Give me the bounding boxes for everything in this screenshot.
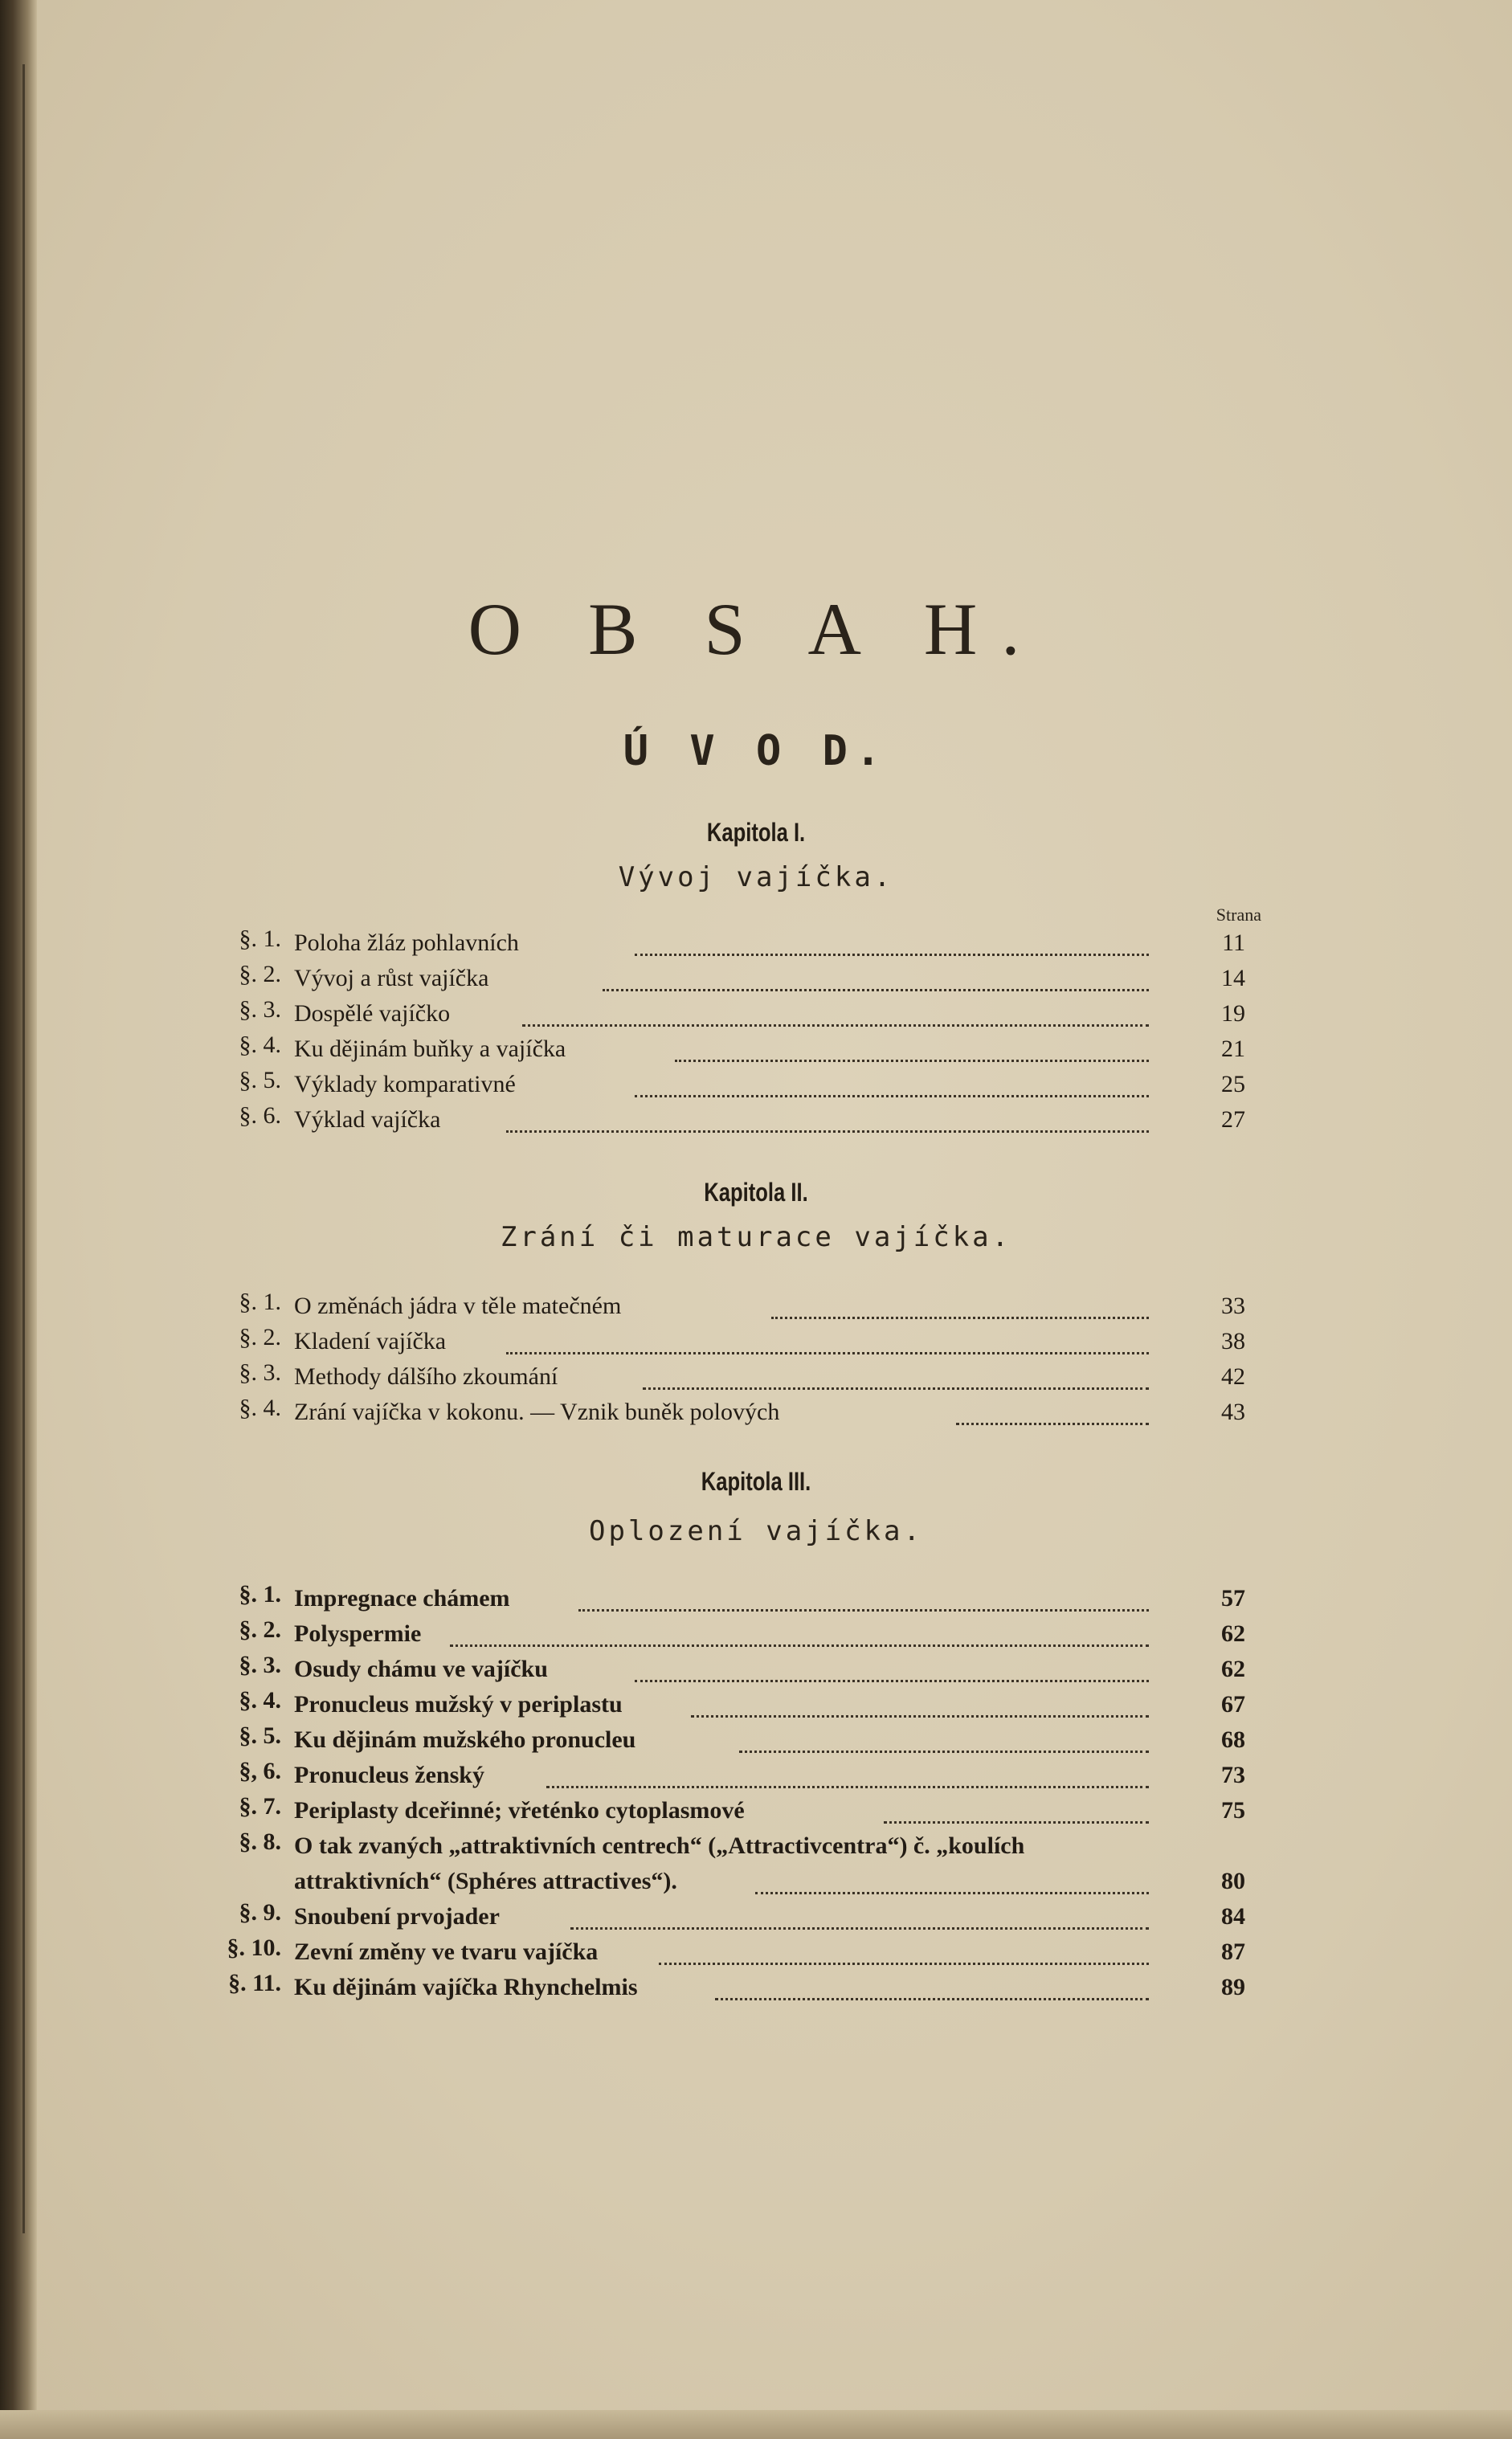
dot-leader xyxy=(659,1961,1149,1965)
toc-entry xyxy=(185,1581,1245,1616)
page-title: O B S A H. xyxy=(468,588,1044,670)
entry-page: 73 xyxy=(1221,1762,1245,1788)
entry-number: §. 1. xyxy=(239,1289,281,1315)
chapter-1-title: Vývoj vajíčka. xyxy=(618,861,894,893)
entry-text: Impregnace chámem xyxy=(294,1585,510,1612)
toc-entry xyxy=(185,1899,1245,1934)
entry-number: §. 10. xyxy=(227,1934,281,1961)
entry-page: 87 xyxy=(1221,1939,1245,1965)
entry-page: 19 xyxy=(1221,1000,1245,1027)
entry-page: 89 xyxy=(1221,1974,1245,2000)
entry-number: §. 3. xyxy=(239,1652,281,1678)
dot-leader xyxy=(603,987,1149,991)
dot-leader xyxy=(570,1926,1149,1930)
entry-page: 14 xyxy=(1221,965,1245,991)
dot-leader xyxy=(675,1058,1149,1062)
entry-page: 67 xyxy=(1221,1691,1245,1718)
entry-number: §. 1. xyxy=(239,1581,281,1608)
entry-text: O změnách jádra v těle matečném xyxy=(294,1293,622,1319)
toc-entry xyxy=(185,996,1245,1032)
chapter-2-entries xyxy=(185,1289,1245,1430)
entry-text-continued: attraktivních“ (Sphéres attractives“). xyxy=(294,1868,677,1894)
entry-page: 33 xyxy=(1221,1293,1245,1319)
dot-leader xyxy=(506,1350,1149,1354)
entry-page: 84 xyxy=(1221,1903,1245,1930)
entry-text: Poloha žláz pohlavních xyxy=(294,929,519,956)
entry-text: Pronucleus ženský xyxy=(294,1762,484,1788)
entry-text: O tak zvaných „attraktivních centrech“ („Attractivcentra“) č. „koulích xyxy=(294,1832,1025,1859)
toc-entry xyxy=(185,1102,1245,1138)
entry-number: §. 9. xyxy=(239,1899,281,1926)
dot-leader xyxy=(755,1890,1149,1894)
entry-text: Pronucleus mužský v periplastu xyxy=(294,1691,623,1718)
toc-entry xyxy=(185,1616,1245,1652)
dot-leader xyxy=(643,1386,1149,1390)
toc-entry xyxy=(185,961,1245,996)
entry-text: Zrání vajíčka v kokonu. — Vznik buněk polových xyxy=(294,1399,780,1425)
toc-entry xyxy=(185,1722,1245,1758)
book-spine xyxy=(0,0,37,2439)
dot-leader xyxy=(635,1678,1149,1682)
toc-entry xyxy=(185,1032,1245,1067)
entry-number: §. 6. xyxy=(239,1102,281,1129)
entry-number: §. 4. xyxy=(239,1395,281,1421)
toc-entry xyxy=(185,1067,1245,1102)
entry-page: 43 xyxy=(1221,1399,1245,1425)
entry-page: 27 xyxy=(1221,1106,1245,1133)
entry-number: §. 7. xyxy=(239,1793,281,1820)
entry-number: §. 3. xyxy=(239,996,281,1023)
entry-page: 62 xyxy=(1221,1620,1245,1647)
entry-number: §. 4. xyxy=(239,1687,281,1714)
page-column-label: Strana xyxy=(1216,905,1261,925)
chapter-3-label: Kapitola III. xyxy=(701,1467,811,1496)
entry-text: Ku dějinám mužského pronucleu xyxy=(294,1726,636,1753)
dot-leader xyxy=(715,1996,1149,2000)
page-bottom-edge xyxy=(0,2410,1512,2439)
toc-entry xyxy=(185,1934,1245,1970)
spine-binding-line xyxy=(22,64,25,2233)
entry-page: 42 xyxy=(1221,1363,1245,1390)
entry-number: §. 5. xyxy=(239,1722,281,1749)
dot-leader xyxy=(739,1749,1149,1753)
entry-text: Snoubení prvojader xyxy=(294,1903,500,1930)
entry-number: §. 4. xyxy=(239,1032,281,1058)
entry-text: Dospělé vajíčko xyxy=(294,1000,451,1027)
chapter-1-entries xyxy=(185,925,1245,1138)
intro-heading: Ú V O D. xyxy=(623,727,889,775)
entry-number: §. 5. xyxy=(239,1067,281,1093)
entry-page: 62 xyxy=(1221,1656,1245,1682)
entry-number: §. 2. xyxy=(239,961,281,987)
toc-entry xyxy=(185,1687,1245,1722)
toc-entry xyxy=(185,1793,1245,1828)
entry-number: §. 1. xyxy=(239,925,281,952)
entry-text: Vývoj a růst vajíčka xyxy=(294,965,489,991)
entry-text: Periplasty dceřinné; vřeténko cytoplasmové xyxy=(294,1797,745,1824)
entry-text: Osudy chámu ve vajíčku xyxy=(294,1656,548,1682)
entry-number: §. 2. xyxy=(239,1324,281,1350)
entry-page: 38 xyxy=(1221,1328,1245,1354)
toc-entry xyxy=(185,925,1245,961)
toc-entry xyxy=(185,1395,1245,1430)
dot-leader xyxy=(546,1784,1149,1788)
toc-entry xyxy=(185,1289,1245,1324)
entry-page: 57 xyxy=(1221,1585,1245,1612)
entry-text: Polyspermie xyxy=(294,1620,422,1647)
chapter-3-title: Oplození vajíčka. xyxy=(589,1515,923,1547)
toc-entry xyxy=(185,1758,1245,1793)
entry-page: 11 xyxy=(1222,929,1245,956)
dot-leader xyxy=(522,1023,1149,1027)
dot-leader xyxy=(578,1608,1149,1612)
dot-leader xyxy=(635,952,1149,956)
entry-text: Zevní změny ve tvaru vajíčka xyxy=(294,1939,599,1965)
entry-number: §. 11. xyxy=(228,1970,281,1996)
entry-text: Výklad vajíčka xyxy=(294,1106,441,1133)
entry-page: 80 xyxy=(1221,1868,1245,1894)
toc-entry xyxy=(185,1359,1245,1395)
entry-number: §. 2. xyxy=(239,1616,281,1643)
dot-leader xyxy=(956,1421,1149,1425)
toc-entry xyxy=(185,1828,1245,1899)
dot-leader xyxy=(450,1643,1149,1647)
entry-text: Ku dějinám vajíčka Rhynchelmis xyxy=(294,1974,638,2000)
chapter-2-label: Kapitola II. xyxy=(704,1178,808,1207)
chapter-2-title: Zrání či maturace vajíčka. xyxy=(500,1221,1012,1253)
entry-text: Ku dějinám buňky a vajíčka xyxy=(294,1036,566,1062)
chapter-3-entries xyxy=(185,1581,1245,2005)
dot-leader xyxy=(635,1093,1149,1097)
entry-page: 25 xyxy=(1221,1071,1245,1097)
entry-page: 68 xyxy=(1221,1726,1245,1753)
entry-number: §, 6. xyxy=(239,1758,281,1784)
dot-leader xyxy=(884,1820,1149,1824)
toc-entry xyxy=(185,1652,1245,1687)
dot-leader xyxy=(771,1315,1149,1319)
entry-number: §. 8. xyxy=(239,1828,281,1855)
entry-page: 21 xyxy=(1221,1036,1245,1062)
dot-leader xyxy=(506,1129,1149,1133)
dot-leader xyxy=(691,1714,1149,1718)
entry-number: §. 3. xyxy=(239,1359,281,1386)
toc-entry xyxy=(185,1970,1245,2005)
entry-text: Výklady komparativné xyxy=(294,1071,516,1097)
toc-entry xyxy=(185,1324,1245,1359)
entry-text: Kladení vajíčka xyxy=(294,1328,447,1354)
entry-page: 75 xyxy=(1221,1797,1245,1824)
chapter-1-label: Kapitola I. xyxy=(706,818,806,847)
entry-text: Methody dálšího zkoumání xyxy=(294,1363,558,1390)
